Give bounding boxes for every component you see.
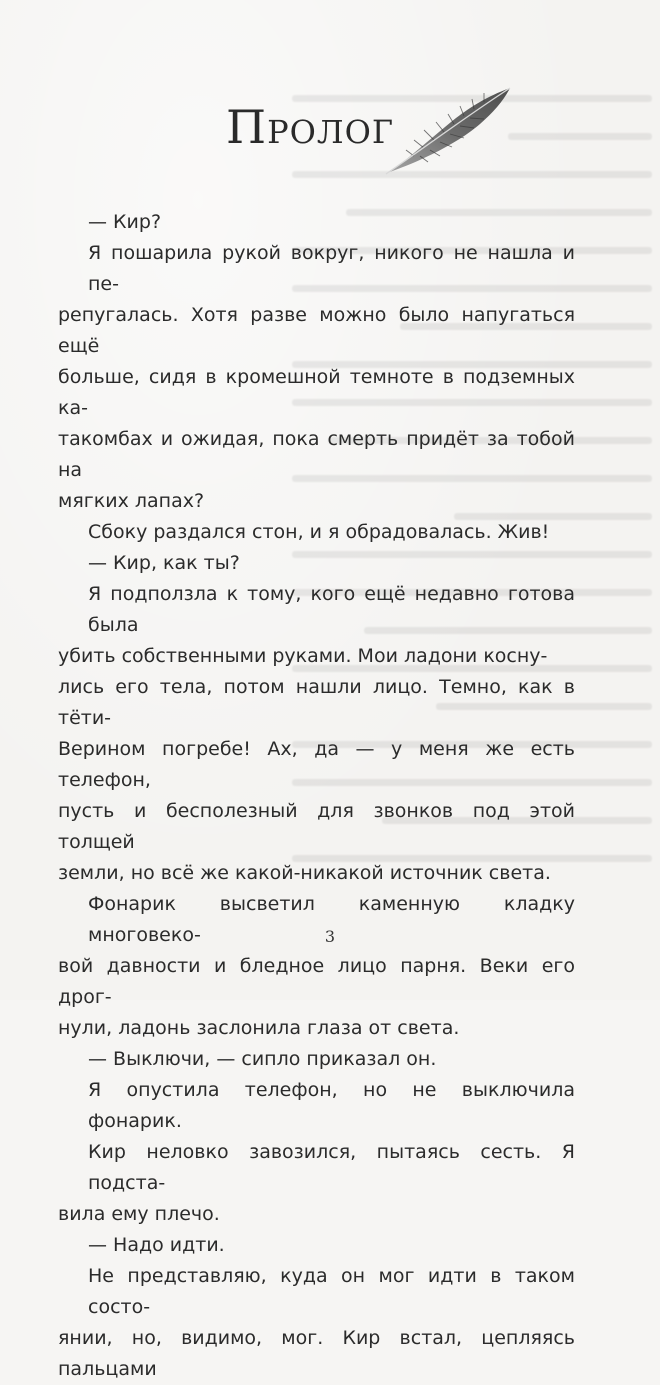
text-line: земли, но всё же какой-никакой источник света. xyxy=(58,862,551,884)
text-line: янии, но, видимо, мог. Кир встал, цепляясь пальцами xyxy=(58,1327,575,1380)
text-line: Я пошарила рукой вокруг, никого не нашла и пе- xyxy=(88,242,575,295)
text-line: Не представляю, куда он мог идти в таком состо- xyxy=(88,1265,575,1318)
text-line: пусть и бесполезный для звонков под этой толщей xyxy=(58,800,575,853)
text-line: Фонарик высветил каменную кладку многовеко- xyxy=(88,893,575,946)
body-text xyxy=(58,207,575,1385)
text-line: Сбоку раздался стон, и я обрадовалась. Жив! xyxy=(88,521,550,543)
text-line: репугалась. Хотя разве можно было напугаться ещё xyxy=(58,304,575,357)
chapter-title: Пролог xyxy=(226,100,395,154)
text-line: Я опустила телефон, но не выключила фонарик. xyxy=(88,1079,575,1132)
text-line: вила ему плечо. xyxy=(58,1203,220,1225)
text-line: Верином погребе! Ах, да — у меня же есть телефон, xyxy=(58,738,575,791)
text-line: такомбах и ожидая, пока смерть придёт за тобой на xyxy=(58,428,575,481)
text-line: убить собственными руками. Мои ладони косну- xyxy=(58,645,548,667)
text-line: мягких лапах? xyxy=(58,490,205,512)
text-line: — Выключи, — сипло приказал он. xyxy=(88,1048,437,1070)
text-line: Я подползла к тому, кого ещё недавно готова была xyxy=(88,583,575,636)
text-line: больше, сидя в кромешной темноте в подземных ка- xyxy=(58,366,575,419)
text-line: — Надо идти. xyxy=(88,1234,225,1256)
text-line: вой давности и бледное лицо парня. Веки его дрог- xyxy=(58,955,575,1008)
feather-icon xyxy=(384,84,514,176)
text-line: — Кир, как ты? xyxy=(88,552,240,574)
text-line: лись его тела, потом нашли лицо. Темно, как в тёти- xyxy=(58,676,575,729)
text-line: Кир неловко завозился, пытаясь сесть. Я подста- xyxy=(88,1141,575,1194)
text-line: нули, ладонь заслонила глаза от света. xyxy=(58,1017,460,1039)
page-number: 3 xyxy=(324,927,336,946)
text-line: — Кир? xyxy=(88,211,162,233)
